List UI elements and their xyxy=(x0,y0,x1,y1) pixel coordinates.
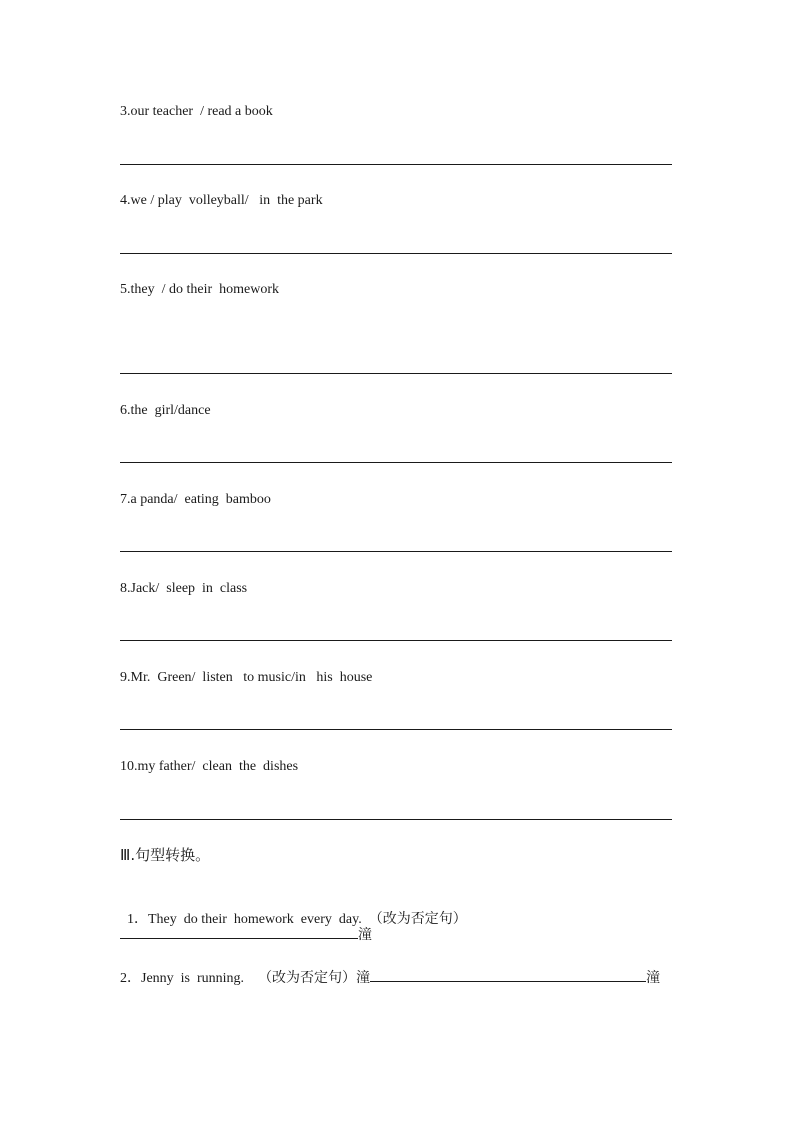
question-6: 6.the girl/dance xyxy=(120,403,211,418)
item-1-instruction: （改为否定句） xyxy=(368,911,467,927)
question-3: 3.our teacher / read a book xyxy=(120,104,273,119)
item-2-mid-char: 潼 xyxy=(356,970,371,986)
answer-blank-2[interactable] xyxy=(370,967,646,982)
answer-line-3[interactable] xyxy=(120,164,672,165)
transform-item-1-answer xyxy=(120,924,372,945)
answer-line-6[interactable] xyxy=(120,462,672,463)
answer-line-9[interactable] xyxy=(120,729,672,730)
answer-blank-1[interactable] xyxy=(120,924,358,939)
answer-line-10[interactable] xyxy=(120,819,672,820)
transform-item-2 xyxy=(120,967,660,988)
item-2-end-char: 潼 xyxy=(646,970,661,986)
question-9: 9.Mr. Green/ listen to music/in his house xyxy=(120,670,373,685)
answer-line-7[interactable] xyxy=(120,551,672,552)
question-5: 5.they / do their homework xyxy=(120,282,280,297)
question-10: 10.my father/ clean the dishes xyxy=(120,759,299,774)
item-1-sentence: They do their homework every day. xyxy=(148,912,362,927)
answer-line-4[interactable] xyxy=(120,253,672,254)
section-3-title: Ⅲ.句型转换。 xyxy=(120,846,211,864)
question-4: 4.we / play volleyball/ in the park xyxy=(120,193,323,208)
item-2-instruction: （改为否定句） xyxy=(258,970,357,986)
item-2-number: 2． xyxy=(120,971,141,986)
item-1-end-char: 潼 xyxy=(358,927,372,943)
question-7: 7.a panda/ eating bamboo xyxy=(120,492,271,507)
item-1-number: 1． xyxy=(127,912,148,927)
answer-line-5[interactable] xyxy=(120,373,672,374)
item-2-sentence: Jenny is running. xyxy=(141,971,245,986)
answer-line-8[interactable] xyxy=(120,640,672,641)
question-8: 8.Jack/ sleep in class xyxy=(120,581,248,596)
